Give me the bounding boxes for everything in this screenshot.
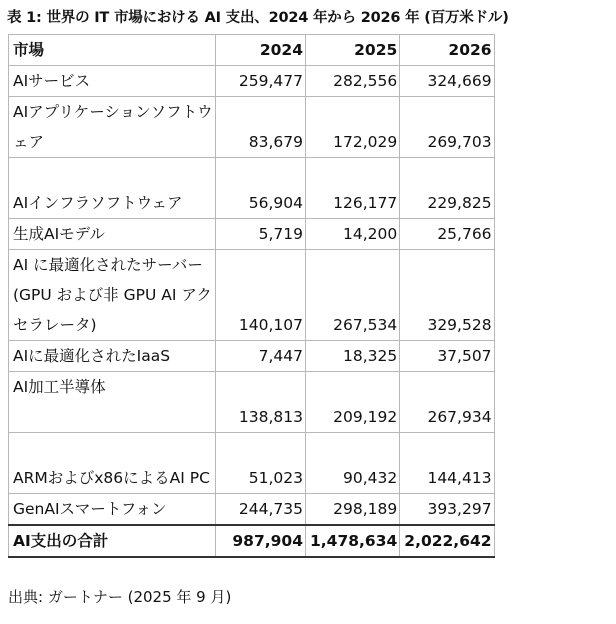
table-row	[9, 97, 495, 158]
total-row	[9, 525, 495, 557]
value-2025-cell: 90,432	[306, 433, 400, 494]
value-2024-cell: 51,023	[216, 433, 306, 494]
value-2024-cell: 5,719	[216, 219, 306, 250]
table-row	[9, 66, 495, 97]
header-market: 市場	[9, 35, 216, 66]
value-2025-cell: 282,556	[306, 66, 400, 97]
market-cell: AIサービス	[9, 66, 216, 97]
table-row	[9, 219, 495, 250]
value-2026-cell: 324,669	[400, 66, 494, 97]
market-cell: ARMおよびx86によるAI PC	[9, 433, 216, 494]
value-2024-cell: 56,904	[216, 158, 306, 219]
value-2025-cell: 172,029	[306, 97, 400, 158]
value-2026-cell: 269,703	[400, 97, 494, 158]
market-cell: AI加工半導体	[9, 372, 216, 433]
value-2024-cell: 244,735	[216, 494, 306, 526]
table-row	[9, 372, 495, 433]
header-row	[9, 35, 495, 66]
value-2025-cell: 267,534	[306, 250, 400, 341]
total-2025-cell: 1,478,634	[306, 525, 400, 557]
header-2025: 2025	[306, 35, 400, 66]
total-label-cell: AI支出の合計	[9, 525, 216, 557]
value-2024-cell: 259,477	[216, 66, 306, 97]
value-2025-cell: 298,189	[306, 494, 400, 526]
value-2025-cell: 209,192	[306, 372, 400, 433]
market-cell: AIアプリケーションソフトウェア	[9, 97, 216, 158]
total-2026-cell: 2,022,642	[400, 525, 494, 557]
value-2025-cell: 18,325	[306, 341, 400, 372]
value-2026-cell: 25,766	[400, 219, 494, 250]
table-title: 表 1: 世界の IT 市場における AI 支出、2024 年から 2026 年 (百万米ドル)	[7, 10, 509, 26]
value-2026-cell: 37,507	[400, 341, 494, 372]
value-2026-cell: 229,825	[400, 158, 494, 219]
value-2026-cell: 144,413	[400, 433, 494, 494]
value-2024-cell: 83,679	[216, 97, 306, 158]
value-2024-cell: 140,107	[216, 250, 306, 341]
market-cell: 生成AIモデル	[9, 219, 216, 250]
value-2024-cell: 7,447	[216, 341, 306, 372]
table-row	[9, 158, 495, 219]
total-2024-cell: 987,904	[216, 525, 306, 557]
table-row	[9, 494, 495, 526]
ai-spending-table	[8, 34, 495, 558]
value-2026-cell: 329,528	[400, 250, 494, 341]
market-cell: AIインフラソフトウェア	[9, 158, 216, 219]
header-2026: 2026	[400, 35, 494, 66]
source-note: 出典: ガートナー (2025 年 9 月)	[8, 588, 232, 606]
table-row	[9, 341, 495, 372]
header-2024: 2024	[216, 35, 306, 66]
market-cell: GenAIスマートフォン	[9, 494, 216, 526]
market-cell: AIに最適化されたIaaS	[9, 341, 216, 372]
table-row	[9, 250, 495, 341]
value-2025-cell: 14,200	[306, 219, 400, 250]
value-2026-cell: 267,934	[400, 372, 494, 433]
value-2026-cell: 393,297	[400, 494, 494, 526]
value-2024-cell: 138,813	[216, 372, 306, 433]
value-2025-cell: 126,177	[306, 158, 400, 219]
table-row	[9, 433, 495, 494]
market-cell: AI に最適化されたサーバー (GPU および非 GPU AI アクセラレータ)	[9, 250, 216, 341]
